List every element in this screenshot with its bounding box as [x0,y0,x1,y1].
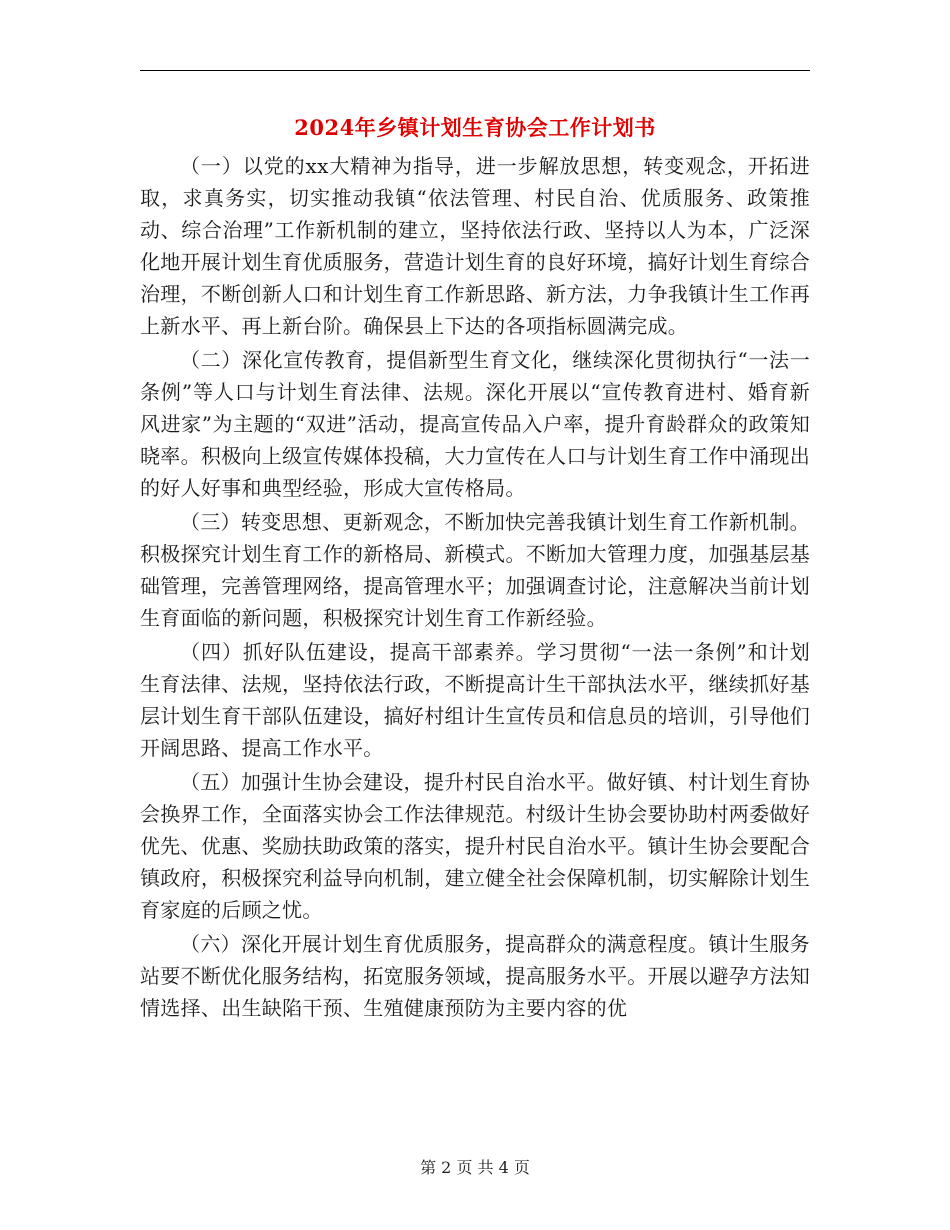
header-rule [140,70,810,71]
paragraph-2: （二）深化宣传教育，提倡新型生育文化，继续深化贯彻执行“一法一条例”等人口与计划生育法律、法规。深化开展以“宣传教育进村、婚育新风进家”为主题的“双进”活动，提高宣传品入户率，提升育龄群众的政策知晓率。积极向上级宣传媒体投稿，大力宣传在人口与计划生育工作中涌现出的好人好事和典型经验，形成大宣传格局。 [140,348,810,500]
page-footer: 第 2 页 共 4 页 [420,1158,530,1177]
paragraph-5: （五）加强计生协会建设，提升村民自治水平。做好镇、村计划生育协会换界工作，全面落实协会工作法律规范。村级计生协会要协助村两委做好优先、优惠、奖励扶助政策的落实，提升村民自治水平。镇计生协会要配合镇政府，积极探究利益导向机制，建立健全社会保障机制，切实解除计划生育家庭的后顾之忧。 [140,770,810,922]
paragraph-1: （一）以党的xx大精神为指导，进一步解放思想，转变观念，开拓进取，求真务实，切实推动我镇“依法管理、村民自治、优质服务、政策推动、综合治理”工作新机制的建立，坚持依法行政、坚持以人为本，广泛深化地开展计划生育优质服务，营造计划生育的良好环境，搞好计划生育综合治理，不断创新人口和计划生育工作新思路、新方法，力争我镇计生工作再上新水平、再上新台阶。确保县上下达的各项指标圆满完成。 [140,154,810,338]
document-title: 2024年乡镇计划生育协会工作计划书 [294,115,656,140]
paragraph-6: （六）深化开展计划生育优质服务，提高群众的满意程度。镇计生服务站要不断优化服务结构，拓宽服务领域，提高服务水平。开展以避孕方法知情选择、出生缺陷干预、生殖健康预防为主要内容的优 [140,932,810,1020]
document-body [140,150,810,1026]
paragraph-4: （四）抓好队伍建设，提高干部素养。学习贯彻“一法一条例”和计划生育法律、法规，坚持依法行政，不断提高计生干部执法水平，继续抓好基层计划生育干部队伍建设，搞好村组计生宣传员和信息员的培训，引导他们开阔思路、提高工作水平。 [140,640,810,760]
paragraph-3: （三）转变思想、更新观念，不断加快完善我镇计划生育工作新机制。积极探究计划生育工作的新格局、新模式。不断加大管理力度，加强基层基础管理，完善管理网络，提高管理水平；加强调查讨论，注意解决当前计划生育面临的新问题，积极探究计划生育工作新经验。 [140,510,810,630]
